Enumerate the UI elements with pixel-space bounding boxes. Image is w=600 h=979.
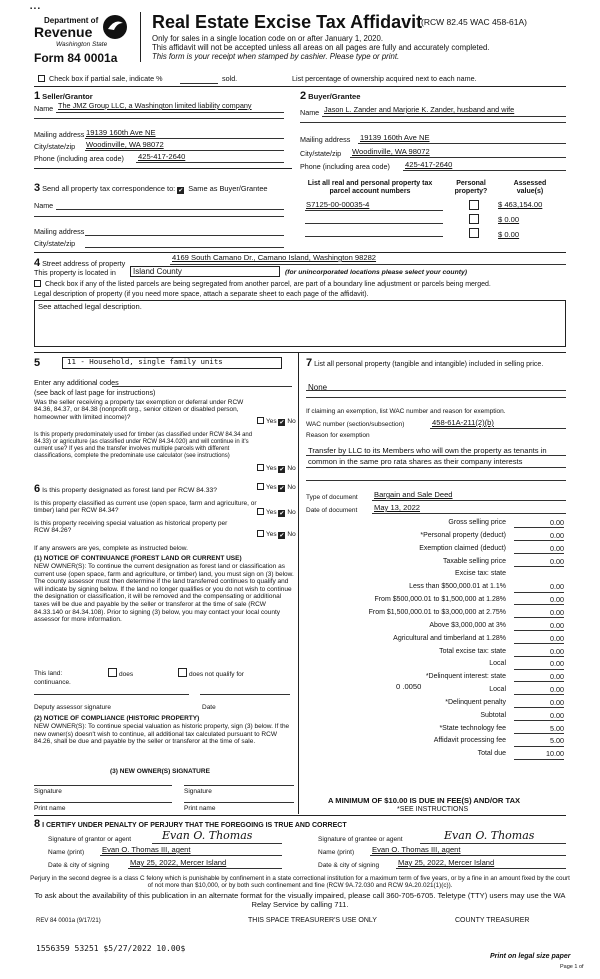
q-current-use-yes-box[interactable] bbox=[257, 508, 264, 515]
personal-property-checkbox-1[interactable] bbox=[469, 200, 479, 210]
center-divider bbox=[298, 352, 299, 814]
buyer-heading bbox=[300, 90, 360, 103]
q-historic: Is this property receiving special valuation as historical property per RCW 84.26? bbox=[34, 520, 228, 535]
legal-label: Legal description of property (if you need more space, attach a separate sheet to each page of the affidavit). bbox=[34, 291, 369, 298]
tax-row-value[interactable]: 0.00 bbox=[514, 648, 564, 657]
yes-label: Yes bbox=[266, 418, 277, 425]
corr-name-label: Name bbox=[34, 201, 54, 210]
corr-mailing-line bbox=[85, 228, 284, 236]
no-label: No bbox=[287, 465, 296, 472]
tax-row-value[interactable]: 0.00 bbox=[514, 596, 564, 605]
notice3-title: (3) NEW OWNER(S) SIGNATURE bbox=[110, 768, 210, 775]
agency-line3: Washington State bbox=[56, 41, 108, 48]
legal-paper-note: Print on legal size paper bbox=[490, 953, 571, 960]
header-note2: This affidavit will not be accepted unless all areas on all pages are fully and accurately completed. bbox=[152, 43, 490, 52]
instructions-note: If any answers are yes, complete as instructed below. bbox=[34, 545, 188, 552]
no-label: No bbox=[287, 509, 296, 516]
q-forest-no-box[interactable]: ✔ bbox=[279, 486, 285, 492]
q-forest-yes-box[interactable] bbox=[257, 483, 264, 490]
tax-row-value[interactable]: 0.00 bbox=[514, 699, 564, 708]
section7-label: List all personal property (tangible and intangible) included in selling price. bbox=[314, 361, 544, 368]
buyer-phone-label: Phone (including area code) bbox=[300, 162, 390, 171]
grantor-name[interactable]: Evan O. Thomas III, agent bbox=[102, 845, 191, 854]
tax-row-label: Taxable selling price bbox=[442, 557, 506, 565]
tax-row-label: From $500,000.01 to $1,500,000 at 1.28% bbox=[374, 596, 506, 604]
tax-row-label: *State technology fee bbox=[439, 724, 506, 732]
grantor-date-label: Date & city of signing bbox=[48, 862, 110, 869]
local-rate: 0 .0050 bbox=[396, 682, 422, 691]
form-number: Form 84 0001a bbox=[34, 51, 118, 65]
owner-print-line-2 bbox=[184, 802, 294, 803]
seller-city[interactable]: Woodinville, WA 98072 bbox=[86, 140, 164, 149]
no-label: No bbox=[287, 484, 296, 491]
q-timber: Is this property predominately used for timber (as classified under RCW 84.34 and 84.33) or agriculture (as classified under RCW 84.34.020) and will continue in it's current use? If yes and the transfer involves multiple parcels with different classifications, complete the predominate use calculator (see instructions) bbox=[34, 432, 253, 459]
assessed-value-1[interactable]: $ 463,154.00 bbox=[498, 200, 543, 209]
form-title: Real Estate Excise Tax Affidavit bbox=[152, 12, 423, 32]
section5-num: 5 bbox=[34, 357, 41, 369]
header-divider bbox=[140, 12, 141, 62]
no-label: No bbox=[287, 418, 296, 425]
notice2-body: NEW OWNER(S): To continue special valuation as historic property, sign (3) below. If the new owner(s) doesn't wish to continue, all additional tax calculated pursuant to RCW 84.26, shall be due and payable by the seller or transferor at the time of sale. bbox=[34, 723, 290, 746]
tax-row-label: *Personal property (deduct) bbox=[420, 531, 506, 539]
wac-label: WAC number (section/subsection) bbox=[306, 421, 405, 428]
deputy-label: Deputy assessor signature bbox=[34, 704, 111, 711]
q-timber-no-box[interactable]: ✔ bbox=[279, 467, 285, 473]
seller-heading-label: Seller/Grantor bbox=[42, 92, 93, 101]
minimum-note: A MINIMUM OF $10.00 IS DUE IN FEE(S) AND/OR TAX bbox=[328, 796, 521, 805]
buyer-blank-line bbox=[300, 122, 566, 123]
correspondence-heading bbox=[34, 182, 268, 195]
buyer-city[interactable]: Woodinville, WA 98072 bbox=[352, 147, 430, 156]
buyer-heading-label: Buyer/Grantee bbox=[308, 92, 361, 101]
accessibility-notice: To ask about the availability of this publication in an alternate format for the visually impaired, please call 360-705-6705. Teletype (TTY) users may use the WA Relay Service by calling 711. bbox=[34, 891, 566, 909]
q-historic-no-box[interactable]: ✔ bbox=[279, 533, 285, 539]
personal-property-checkbox-3[interactable] bbox=[469, 228, 479, 238]
tax-row-value[interactable]: 0.00 bbox=[514, 635, 564, 644]
tax-row-value[interactable]: 0.00 bbox=[514, 622, 564, 631]
q-current-use-answer bbox=[257, 508, 296, 517]
tax-row-value[interactable]: 0.00 bbox=[514, 686, 564, 695]
exemption-label: If claiming an exemption, list WAC number and reason for exemption. bbox=[306, 408, 506, 415]
corr-num: 3 bbox=[34, 182, 41, 194]
yes-label: Yes bbox=[266, 531, 277, 538]
assessed-value-3[interactable]: $ 0.00 bbox=[498, 230, 520, 239]
tax-row-value[interactable]: 5.00 bbox=[514, 725, 564, 734]
tax-row-label: Gross selling price bbox=[448, 519, 506, 526]
header-note3: This form is your receipt when stamped by cashier. Please type or print. bbox=[152, 52, 400, 61]
treasurer-space: THIS SPACE TREASURER'S USE ONLY bbox=[248, 917, 377, 924]
land-label: This land: bbox=[34, 670, 63, 677]
grantee-name-label: Name (print) bbox=[318, 849, 355, 856]
parcel-line-2 bbox=[305, 216, 443, 224]
q-forest: Is this property designated as forest land per RCW 84.33? bbox=[42, 487, 218, 494]
top-rule bbox=[34, 86, 566, 87]
buyer-num: 2 bbox=[300, 90, 307, 102]
grantor-name-label: Name (print) bbox=[48, 849, 85, 856]
does-not-label: does not qualify for bbox=[189, 671, 244, 678]
form-statute: (RCW 82.45 WAC 458-61A) bbox=[421, 17, 527, 27]
forest-q-row bbox=[34, 483, 259, 496]
seller-name-label: Name bbox=[34, 104, 54, 113]
seller-mailing-label: Mailing address bbox=[34, 130, 85, 139]
same-as-buyer-label: Same as Buyer/Grantee bbox=[188, 184, 268, 193]
q-exemption-yes-box[interactable] bbox=[257, 417, 264, 424]
seller-mailing[interactable]: 19139 160th Ave NE bbox=[86, 128, 156, 137]
tax-row-label: Above $3,000,000 at 3% bbox=[429, 621, 506, 629]
tax-row-label: Local bbox=[489, 686, 506, 694]
see-instructions: *SEE INSTRUCTIONS bbox=[397, 806, 469, 813]
q-exemption-no-box[interactable]: ✔ bbox=[279, 420, 285, 426]
personal-property-line-1 bbox=[306, 382, 566, 391]
q-forest-answer bbox=[257, 483, 296, 492]
tax-row-label: Subtotal bbox=[480, 711, 506, 719]
tax-row-label: Exemption claimed (deduct) bbox=[419, 544, 506, 552]
segregated-label: Check box if any of the listed parcels are being segregated from another parcel, are part of a boundary line adjustment or parcels being merged. bbox=[44, 281, 491, 288]
located-label: This property is located in bbox=[34, 268, 116, 277]
tax-row-value[interactable]: 0.00 bbox=[514, 673, 564, 682]
seller-phone-label: Phone (including area code) bbox=[34, 154, 124, 163]
tax-row-label: Total excise tax: state bbox=[439, 647, 506, 655]
parcels-col3-header: Assessed value(s) bbox=[513, 180, 547, 196]
section8-num: 8 bbox=[34, 818, 41, 830]
county-treasurer: COUNTY TREASURER bbox=[455, 917, 530, 924]
doc-date[interactable]: May 13, 2022 bbox=[374, 503, 421, 512]
deputy-date-line bbox=[200, 694, 290, 695]
no-label: No bbox=[287, 531, 296, 538]
grantor-signature[interactable]: Evan O. Thomas bbox=[162, 829, 253, 842]
section6-num: 6 bbox=[34, 483, 41, 495]
owner-print-label-1: Print name bbox=[34, 805, 66, 812]
doc-type-label: Type of document bbox=[306, 494, 358, 501]
section-rule-4 bbox=[34, 815, 566, 816]
tax-row-value[interactable]: 0.00 bbox=[514, 609, 564, 618]
seller-phone[interactable]: 425-417-2640 bbox=[138, 152, 186, 161]
parcel-number-1[interactable]: S7125-00-00035-4 bbox=[306, 200, 370, 209]
notice1-body: NEW OWNER(S): To continue the current designation as forest land or classification as current use (open space, farm and agriculture, or timber) land, you must sign on (3) below. The county assessor must then determine if the land transferred continues to qualify and will indicate by signing below. If the land no longer qualifies or you do not wish to continue the designation or classification, it will be removed and the compensating or additional taxes will be due and payable by the seller or transferor at the time of sale (RCW 84.33.140 or 84.34.108). Prior to signing (3) below, you may contact your local county assessor for more information. bbox=[34, 563, 294, 624]
partial-sale-row bbox=[38, 75, 162, 83]
buyer-mailing[interactable]: 19139 160th Ave NE bbox=[360, 133, 430, 142]
parcels-col2-header: Personal property? bbox=[454, 180, 488, 196]
reason-label: Reason for exemption bbox=[306, 432, 370, 439]
section-rule-1 bbox=[34, 168, 292, 169]
grantee-date-label: Date & city of signing bbox=[318, 862, 380, 869]
reason-line-1 bbox=[306, 445, 566, 456]
dor-logo bbox=[30, 8, 130, 54]
does-checkbox[interactable] bbox=[108, 668, 117, 677]
corr-name-line bbox=[56, 202, 284, 210]
segregated-row bbox=[34, 280, 491, 289]
partial-sale-checkbox[interactable] bbox=[38, 75, 45, 82]
reason-line-3 bbox=[306, 470, 566, 481]
grantor-date[interactable]: May 25, 2022, Mercer Island bbox=[130, 858, 227, 867]
perjury-notice: Perjury in the second degree is a class C felony which is punishable by confinement in a state correctional institution for a maximum term of five years, or by a fine in an amount fixed by the court of not more than $10,000, or by both such confinement and fine (RCW 9A.72.030 and RCW 9A.20.021(1)(c)). bbox=[30, 875, 570, 890]
doc-type[interactable]: Bargain and Sale Deed bbox=[374, 490, 453, 499]
q-current-use-no-box[interactable]: ✔ bbox=[279, 511, 285, 517]
q-exemption-answer bbox=[257, 417, 296, 426]
owner-print-line-1 bbox=[34, 802, 172, 803]
ownership-note: List percentage of ownership acquired next to each name. bbox=[292, 74, 477, 83]
section-rule-3 bbox=[34, 352, 566, 353]
does-not-checkbox[interactable] bbox=[178, 668, 187, 677]
continuance-label: continuance. bbox=[34, 679, 71, 686]
buyer-city-label: City/state/zip bbox=[300, 149, 342, 158]
grantee-name[interactable]: Evan O. Thomas III, agent bbox=[372, 845, 461, 854]
notice1-title: (1) NOTICE OF CONTINUANCE (FOREST LAND OR CURRENT USE) bbox=[34, 555, 242, 562]
q-historic-answer bbox=[257, 530, 296, 539]
codes-note: (see back of last page for instructions) bbox=[34, 388, 156, 397]
partial-sale-label: Check box if partial sale, indicate % bbox=[49, 74, 163, 83]
tax-row-label: From $1,500,000.01 to $3,000,000 at 2.75% bbox=[368, 608, 506, 616]
does-option bbox=[108, 668, 133, 678]
corr-blank-line bbox=[34, 216, 284, 217]
buyer-name-label: Name bbox=[300, 108, 320, 117]
header-note1: Only for sales in a single location code on or after January 1, 2020. bbox=[152, 34, 384, 43]
does-label: does bbox=[119, 671, 134, 678]
corr-city-label: City/state/zip bbox=[34, 239, 76, 248]
parcel-line-3 bbox=[305, 229, 443, 237]
partial-sale-suffix: sold. bbox=[222, 74, 238, 83]
seller-city-label: City/state/zip bbox=[34, 142, 76, 151]
logo-mark: ▪ ▪ ▪ bbox=[30, 6, 40, 12]
yes-label: Yes bbox=[266, 465, 277, 472]
use-code-value: 11 - Household, single family units bbox=[67, 357, 223, 366]
tax-row-value[interactable]: 0.00 bbox=[514, 583, 564, 592]
tax-row-value[interactable]: 0.00 bbox=[514, 660, 564, 669]
seller-num: 1 bbox=[34, 90, 41, 102]
tax-row-value[interactable]: 0.00 bbox=[514, 519, 564, 528]
q-historic-yes-box[interactable] bbox=[257, 530, 264, 537]
deputy-date-label: Date bbox=[202, 704, 216, 711]
tax-row-label: *Delinquent penalty bbox=[445, 698, 506, 706]
county-note: (for unincorporated locations please select your county) bbox=[285, 269, 468, 276]
does-not-option bbox=[178, 668, 244, 678]
street-label: Street address of property bbox=[42, 259, 126, 268]
grantee-sig-label: Signature of grantee or agent bbox=[318, 836, 403, 843]
buyer-name[interactable]: Jason L. Zander and Marjorie K. Zander, husband and wife bbox=[324, 105, 515, 114]
tax-row-label: Less than $500,000.01 at 1.1% bbox=[409, 583, 506, 591]
section7-num: 7 bbox=[306, 357, 313, 369]
owner-sig-line-2 bbox=[184, 785, 294, 786]
exemption-reason[interactable]: Transfer by LLC to its Members who will own the property as tenants in common in the same pro rata shares as their company interests bbox=[308, 446, 547, 466]
corr-mailing-label: Mailing address bbox=[34, 227, 85, 236]
deputy-sig-line bbox=[34, 694, 189, 695]
rev-number: REV 84 0001a (9/17/21) bbox=[36, 918, 101, 924]
yes-label: Yes bbox=[266, 509, 277, 516]
dor-swoosh-icon bbox=[102, 14, 128, 40]
personal-property-checkbox-2[interactable] bbox=[469, 214, 479, 224]
buyer-phone[interactable]: 425-417-2640 bbox=[405, 160, 453, 169]
personal-property-line-2 bbox=[306, 397, 566, 398]
corr-heading-label: Send all property tax correspondence to: bbox=[42, 184, 176, 193]
seller-name[interactable]: The JMZ Group LLC, a Washington limited liability company bbox=[58, 101, 252, 110]
partial-sale-percent-line bbox=[180, 76, 218, 84]
q-timber-answer bbox=[257, 464, 296, 473]
owner-sig-label-1: Signature bbox=[34, 788, 62, 795]
owner-sig-line-1 bbox=[34, 785, 172, 786]
legal-description: See attached legal description. bbox=[38, 302, 142, 311]
wac-number[interactable]: 458-61A-211(2)(b) bbox=[432, 418, 494, 427]
parcels-col1-header: List all real and personal property tax parcel account numbers bbox=[307, 180, 433, 196]
seller-blank-line bbox=[34, 118, 284, 119]
tax-row-label: Agricultural and timberland at 1.28% bbox=[393, 634, 506, 642]
tax-row-value[interactable]: 10.00 bbox=[514, 750, 564, 759]
assessed-value-2[interactable]: $ 0.00 bbox=[498, 215, 520, 224]
grantee-date[interactable]: May 25, 2022, Mercer Island bbox=[398, 858, 495, 867]
tax-row-value[interactable]: 5.00 bbox=[514, 737, 564, 746]
owner-sig-label-2: Signature bbox=[184, 788, 212, 795]
q-exemption: Was the seller receiving a property tax exemption or deferral under RCW 84.36, 84.37, or 84.38 (nonprofit org., senior citizen or disabled person, homeowner with limited income)? bbox=[34, 399, 244, 421]
q-current-use: Is this property classified as current use (open space, farm and agriculture, or timber) land per RCW 84.34? bbox=[34, 500, 257, 515]
tax-row-value[interactable]: 0.00 bbox=[514, 532, 564, 541]
county-select[interactable] bbox=[130, 266, 280, 277]
property-num: 4 bbox=[34, 257, 41, 269]
corr-city-line bbox=[85, 240, 284, 248]
tax-row-label: Local bbox=[489, 660, 506, 668]
certify-heading: I CERTIFY UNDER PENALTY OF PERJURY THAT THE FOREGOING IS TRUE AND CORRECT bbox=[42, 822, 347, 829]
grantee-signature[interactable]: Evan O. Thomas bbox=[444, 829, 535, 842]
page-number: Page 1 of bbox=[560, 964, 584, 970]
use-code-select[interactable] bbox=[62, 357, 282, 369]
yes-label: Yes bbox=[266, 484, 277, 491]
personal-property-value[interactable]: None bbox=[308, 383, 328, 392]
tax-row-value[interactable]: 0.00 bbox=[514, 712, 564, 721]
treasurer-stamp: 1556359 53251 $5/27/2022 10.00$ bbox=[36, 944, 186, 953]
additional-codes-line bbox=[112, 380, 292, 387]
additional-codes-label: Enter any additional codes bbox=[34, 378, 119, 387]
doc-date-label: Date of document bbox=[306, 507, 358, 514]
legal-description-box[interactable] bbox=[34, 300, 566, 347]
grantor-sig-label: Signature of grantor or agent bbox=[48, 836, 132, 843]
street-address[interactable]: 4169 South Camano Dr., Camano Island, Washington 98282 bbox=[172, 253, 377, 262]
segregated-checkbox[interactable] bbox=[34, 280, 41, 287]
tax-row-value[interactable]: 0.00 bbox=[514, 558, 564, 567]
tax-row-label: *Delinquent interest: state bbox=[425, 673, 506, 681]
tax-row-label: Total due bbox=[477, 750, 506, 758]
notice2-title: (2) NOTICE OF COMPLIANCE (HISTORIC PROPERTY) bbox=[34, 715, 200, 722]
owner-print-label-2: Print name bbox=[184, 805, 216, 812]
tax-row-label: Affidavit processing fee bbox=[433, 737, 506, 745]
section7-row bbox=[306, 357, 564, 370]
tax-row-value[interactable]: 0.00 bbox=[514, 545, 564, 554]
agency-line2: Revenue bbox=[34, 24, 93, 40]
agency-line1: Department of bbox=[44, 16, 99, 25]
county-value: Island County bbox=[133, 267, 182, 276]
reason-line-2 bbox=[306, 457, 566, 468]
q-timber-yes-box[interactable] bbox=[257, 464, 264, 471]
same-as-buyer-checkbox[interactable]: ✔ bbox=[178, 188, 184, 194]
tax-row-label: Excise tax: state bbox=[455, 570, 506, 578]
buyer-mailing-label: Mailing address bbox=[300, 135, 351, 144]
